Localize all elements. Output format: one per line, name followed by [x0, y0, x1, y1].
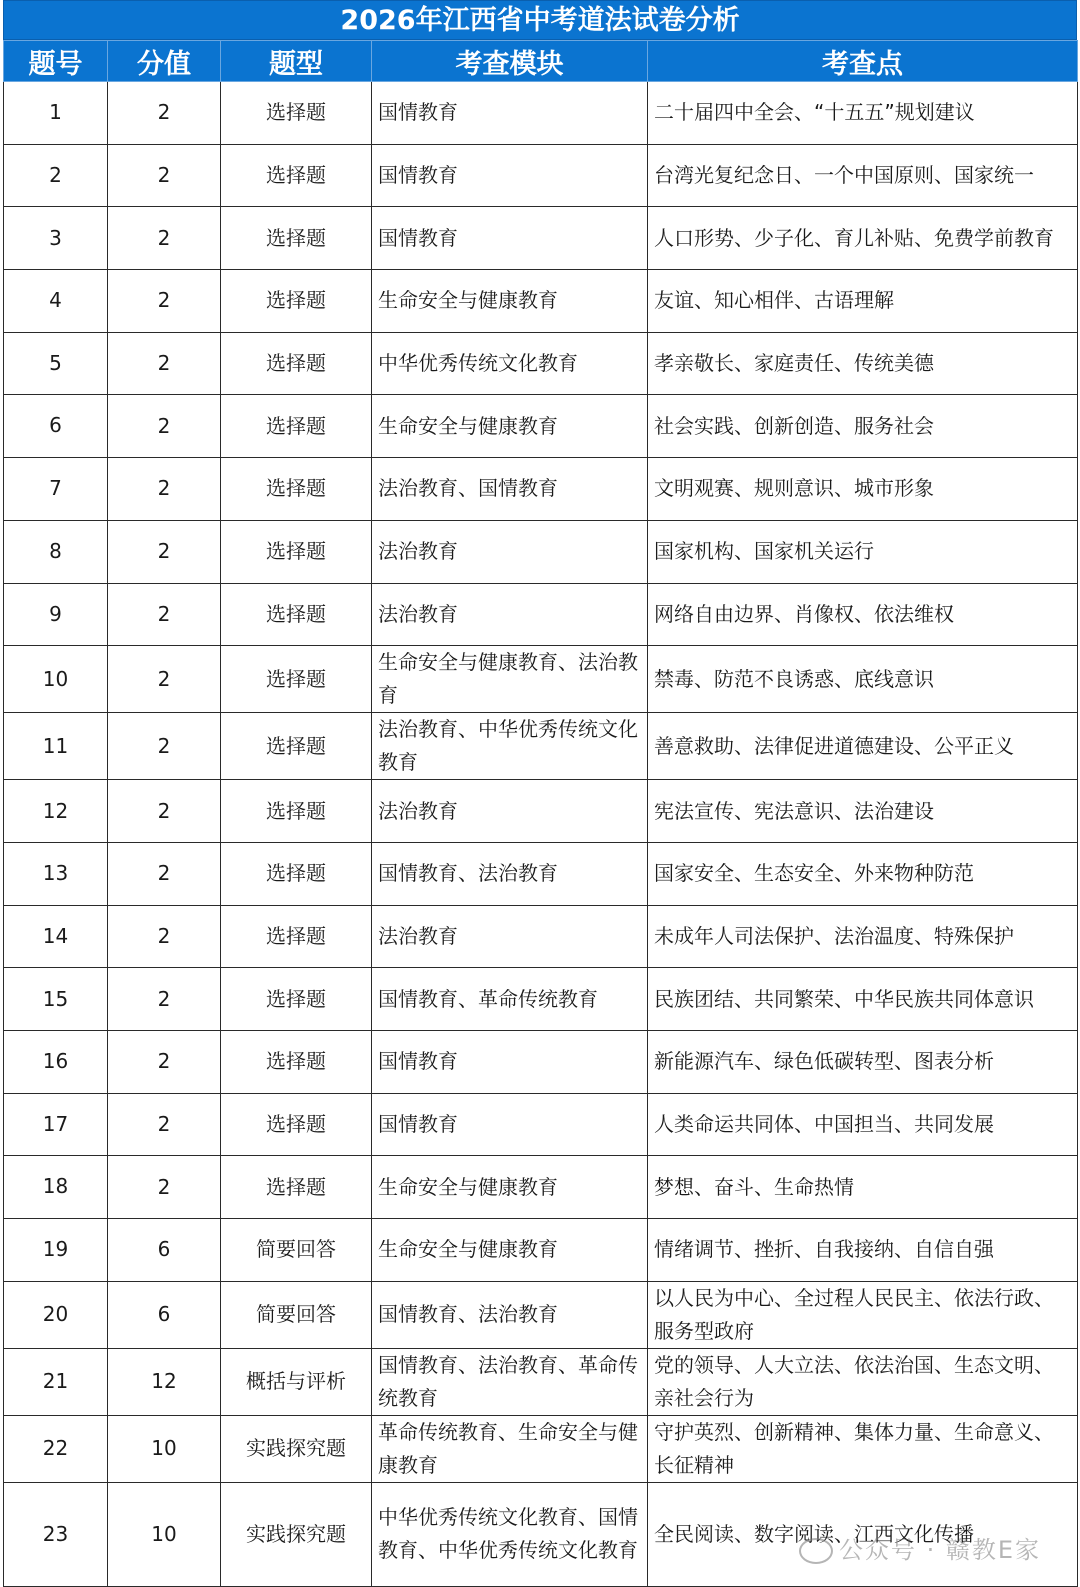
table-row [4, 905, 1078, 968]
question-type-cell: 实践探究题 [221, 1415, 372, 1482]
watermark [799, 1530, 1041, 1565]
header-score: 分值 [108, 41, 221, 82]
key-points-cell: 全民阅读、数字阅读、江西文化传播 [648, 1482, 1078, 1586]
question-number-cell: 11 [4, 713, 108, 780]
key-points-cell: 党的领导、人大立法、依法治国、生态文明、亲社会行为 [648, 1348, 1078, 1415]
score-cell: 12 [108, 1348, 221, 1415]
key-points-cell: 以人民为中心、全过程人民民主、依法行政、服务型政府 [648, 1281, 1078, 1348]
score-cell: 6 [108, 1281, 221, 1348]
table-row [4, 82, 1078, 145]
question-number-cell: 14 [4, 905, 108, 968]
score-cell: 2 [108, 780, 221, 843]
key-points-cell: 人类命运共同体、中国担当、共同发展 [648, 1093, 1078, 1156]
question-number-cell: 12 [4, 780, 108, 843]
header-module: 考查模块 [372, 41, 648, 82]
question-number-cell: 18 [4, 1156, 108, 1219]
module-cell: 生命安全与健康教育、法治教育 [372, 646, 648, 713]
table-row [4, 780, 1078, 843]
question-type-cell: 简要回答 [221, 1281, 372, 1348]
question-number-cell: 17 [4, 1093, 108, 1156]
module-cell: 生命安全与健康教育 [372, 1156, 648, 1219]
key-points-cell: 民族团结、共同繁荣、中华民族共同体意识 [648, 968, 1078, 1031]
header-row [4, 41, 1078, 82]
module-cell: 国情教育、法治教育、革命传统教育 [372, 1348, 648, 1415]
question-type-cell: 实践探究题 [221, 1482, 372, 1586]
analysis-sheet [3, 0, 1077, 1587]
key-points-cell: 孝亲敬长、家庭责任、传统美德 [648, 332, 1078, 395]
key-points-cell: 二十届四中全会、“十五五”规划建议 [648, 82, 1078, 145]
question-type-cell: 选择题 [221, 1156, 372, 1219]
module-cell: 中华优秀传统文化教育 [372, 332, 648, 395]
table-row [4, 646, 1078, 713]
question-number-cell: 7 [4, 458, 108, 521]
question-type-cell: 选择题 [221, 713, 372, 780]
key-points-cell: 友谊、知心相伴、古语理解 [648, 270, 1078, 333]
question-number-cell: 10 [4, 646, 108, 713]
score-cell: 2 [108, 332, 221, 395]
module-cell: 生命安全与健康教育 [372, 395, 648, 458]
question-type-cell: 简要回答 [221, 1219, 372, 1282]
score-cell: 2 [108, 520, 221, 583]
score-cell: 2 [108, 1093, 221, 1156]
question-type-cell: 选择题 [221, 842, 372, 905]
table-row [4, 968, 1078, 1031]
table-row [4, 332, 1078, 395]
module-cell: 中华优秀传统文化教育、国情教育、中华优秀传统文化教育 [372, 1482, 648, 1586]
question-number-cell: 6 [4, 395, 108, 458]
module-cell: 国情教育、法治教育 [372, 1281, 648, 1348]
module-cell: 法治教育 [372, 780, 648, 843]
table-row [4, 1415, 1078, 1482]
module-cell: 革命传统教育、生命安全与健康教育 [372, 1415, 648, 1482]
score-cell: 2 [108, 1030, 221, 1093]
table-row [4, 207, 1078, 270]
key-points-cell: 人口形势、少子化、育儿补贴、免费学前教育 [648, 207, 1078, 270]
module-cell: 生命安全与健康教育 [372, 270, 648, 333]
question-number-cell: 15 [4, 968, 108, 1031]
page-title: 2026年江西省中考道法试卷分析 [3, 0, 1077, 40]
module-cell: 法治教育、国情教育 [372, 458, 648, 521]
question-type-cell: 选择题 [221, 82, 372, 145]
score-cell: 2 [108, 646, 221, 713]
question-number-cell: 21 [4, 1348, 108, 1415]
key-points-cell: 禁毒、防范不良诱惑、底线意识 [648, 646, 1078, 713]
table-row [4, 144, 1078, 207]
module-cell: 国情教育、革命传统教育 [372, 968, 648, 1031]
table-row [4, 1093, 1078, 1156]
wechat-icon [799, 1538, 833, 1564]
module-cell: 国情教育 [372, 1030, 648, 1093]
key-points-cell: 情绪调节、挫折、自我接纳、自信自强 [648, 1219, 1078, 1282]
module-cell: 国情教育 [372, 144, 648, 207]
header-type: 题型 [221, 41, 372, 82]
module-cell: 生命安全与健康教育 [372, 1219, 648, 1282]
question-type-cell: 选择题 [221, 646, 372, 713]
module-cell: 法治教育 [372, 583, 648, 646]
module-cell: 法治教育、中华优秀传统文化教育 [372, 713, 648, 780]
question-number-cell: 4 [4, 270, 108, 333]
score-cell: 2 [108, 82, 221, 145]
module-cell: 国情教育 [372, 1093, 648, 1156]
question-number-cell: 2 [4, 144, 108, 207]
question-type-cell: 选择题 [221, 520, 372, 583]
score-cell: 2 [108, 395, 221, 458]
module-cell: 法治教育 [372, 905, 648, 968]
score-cell: 6 [108, 1219, 221, 1282]
score-cell: 2 [108, 144, 221, 207]
question-number-cell: 19 [4, 1219, 108, 1282]
table-row [4, 713, 1078, 780]
table-row [4, 458, 1078, 521]
question-type-cell: 选择题 [221, 332, 372, 395]
question-type-cell: 选择题 [221, 395, 372, 458]
table-body [4, 82, 1078, 1587]
table-row [4, 1281, 1078, 1348]
key-points-cell: 国家安全、生态安全、外来物种防范 [648, 842, 1078, 905]
score-cell: 2 [108, 1156, 221, 1219]
key-points-cell: 未成年人司法保护、法治温度、特殊保护 [648, 905, 1078, 968]
key-points-cell: 国家机构、国家机关运行 [648, 520, 1078, 583]
table-row [4, 270, 1078, 333]
question-type-cell: 选择题 [221, 207, 372, 270]
table-row [4, 520, 1078, 583]
question-type-cell: 选择题 [221, 583, 372, 646]
question-type-cell: 选择题 [221, 270, 372, 333]
analysis-table [3, 40, 1078, 1587]
table-row [4, 395, 1078, 458]
score-cell: 2 [108, 713, 221, 780]
question-type-cell: 选择题 [221, 780, 372, 843]
question-type-cell: 选择题 [221, 968, 372, 1031]
question-type-cell: 选择题 [221, 905, 372, 968]
question-number-cell: 3 [4, 207, 108, 270]
key-points-cell: 宪法宣传、宪法意识、法治建设 [648, 780, 1078, 843]
module-cell: 国情教育 [372, 207, 648, 270]
key-points-cell: 新能源汽车、绿色低碳转型、图表分析 [648, 1030, 1078, 1093]
module-cell: 国情教育、法治教育 [372, 842, 648, 905]
key-points-cell: 社会实践、创新创造、服务社会 [648, 395, 1078, 458]
question-type-cell: 选择题 [221, 144, 372, 207]
key-points-cell: 文明观赛、规则意识、城市形象 [648, 458, 1078, 521]
score-cell: 2 [108, 842, 221, 905]
header-points: 考查点 [648, 41, 1078, 82]
score-cell: 2 [108, 968, 221, 1031]
key-points-cell: 梦想、奋斗、生命热情 [648, 1156, 1078, 1219]
key-points-cell: 台湾光复纪念日、一个中国原则、国家统一 [648, 144, 1078, 207]
question-number-cell: 23 [4, 1482, 108, 1586]
table-row [4, 1156, 1078, 1219]
question-number-cell: 13 [4, 842, 108, 905]
header-no: 题号 [4, 41, 108, 82]
key-points-cell: 守护英烈、创新精神、集体力量、生命意义、长征精神 [648, 1415, 1078, 1482]
table-row [4, 1348, 1078, 1415]
score-cell: 2 [108, 207, 221, 270]
key-points-cell: 善意救助、法律促进道德建设、公平正义 [648, 713, 1078, 780]
question-number-cell: 20 [4, 1281, 108, 1348]
question-number-cell: 22 [4, 1415, 108, 1482]
table-row [4, 1030, 1078, 1093]
question-number-cell: 8 [4, 520, 108, 583]
question-type-cell: 概括与评析 [221, 1348, 372, 1415]
score-cell: 2 [108, 270, 221, 333]
table-row [4, 583, 1078, 646]
table-row [4, 1219, 1078, 1282]
question-number-cell: 5 [4, 332, 108, 395]
score-cell: 2 [108, 458, 221, 521]
question-number-cell: 16 [4, 1030, 108, 1093]
table-row [4, 842, 1078, 905]
question-type-cell: 选择题 [221, 458, 372, 521]
question-type-cell: 选择题 [221, 1093, 372, 1156]
key-points-cell: 网络自由边界、肖像权、依法维权 [648, 583, 1078, 646]
module-cell: 国情教育 [372, 82, 648, 145]
score-cell: 2 [108, 583, 221, 646]
question-number-cell: 9 [4, 583, 108, 646]
score-cell: 2 [108, 905, 221, 968]
module-cell: 法治教育 [372, 520, 648, 583]
question-type-cell: 选择题 [221, 1030, 372, 1093]
question-number-cell: 1 [4, 82, 108, 145]
watermark-text: 公众号 · 赣教E家 [838, 1535, 1041, 1564]
score-cell: 10 [108, 1482, 221, 1586]
score-cell: 10 [108, 1415, 221, 1482]
